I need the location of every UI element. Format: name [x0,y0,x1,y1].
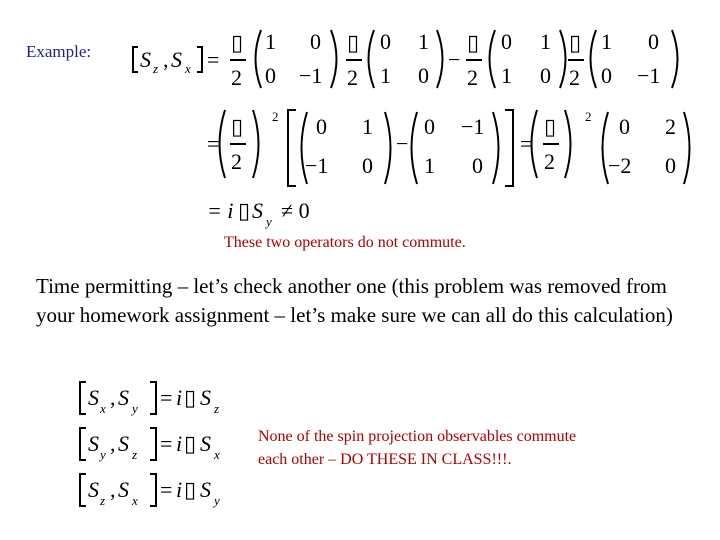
cr3-a-sub: z [100,493,106,508]
commute-note: These two operators do not commute. [224,234,466,251]
l2-hbar-2: ▯ [544,114,557,139]
l1-mb-12: 1 [418,29,429,54]
l2-mf-11: 0 [424,114,435,139]
l1-comma: , [163,47,169,72]
l1-mb-11: 0 [380,29,391,54]
l2-den-1: 2 [231,149,242,174]
l2-mg-12: 2 [665,114,676,139]
l1-hbar-3: ▯ [467,30,480,55]
l3-operator: S [252,198,263,223]
l1-ma-22: −1 [299,63,323,88]
cr2-a: S [88,431,99,456]
l1-equals: = [207,47,220,72]
l2-mg-11: 0 [619,114,630,139]
side-note: None of the spin projection observables commute each other – DO THESE IN CLASS!!!. [258,428,577,468]
cr1-equals: = [160,385,173,410]
l2-me-21: −1 [305,153,329,178]
l1-comm-b: S [171,47,182,72]
cr1-b: S [118,385,129,410]
l2-minus: − [396,131,409,156]
l1-comm-b-sub: x [185,61,191,76]
cr3-comma: , [110,477,116,502]
cr3-rhs: S [200,477,211,502]
l1-den-3: 2 [467,65,478,90]
cr1-i: i [176,385,183,410]
l1-minus: − [448,47,461,72]
cr3-b-sub: x [132,493,138,508]
l1-md-21: 0 [601,63,612,88]
l2-me-22: 0 [362,153,373,178]
l2-equals-2: = [520,131,533,156]
l3-subscript: y [266,214,272,229]
l2-power-1: 2 [272,109,279,124]
cr3-a: S [88,477,99,502]
cr1-b-sub: y [132,401,138,416]
l1-mc-11: 0 [501,29,512,54]
l1-den-4: 2 [569,65,580,90]
l2-mg-22: 0 [665,153,676,178]
l2-me-12: 1 [362,114,373,139]
l3-relation: ≠ 0 [281,198,310,223]
cr3-i: i [176,477,183,502]
cr2-rhs-sub: x [214,447,220,462]
l2-power-2: 2 [585,109,592,124]
body-text: Time permitting – let’s check another one (this problem was removed from your homework assignment – let’s make sure we can all do this calculation) [36,274,673,327]
l2-me-11: 0 [316,114,327,139]
cr3-b: S [118,477,129,502]
l1-md-12: 0 [648,29,659,54]
l2-mf-22: 0 [472,153,483,178]
l2-equals-1: = [207,131,220,156]
cr2-b-sub: z [132,447,138,462]
l2-hbar-1: ▯ [231,114,244,139]
l1-hbar-4: ▯ [569,30,582,55]
cr3-hbar: ▯ [184,477,197,502]
l2-mf-21: 1 [424,153,435,178]
cr3-equals: = [160,477,173,502]
l1-mb-21: 1 [380,63,391,88]
l1-ma-12: 0 [310,29,321,54]
l3-hbar: ▯ [238,198,251,223]
l1-md-11: 1 [601,29,612,54]
l1-mc-21: 1 [501,63,512,88]
cr1-a: S [88,385,99,410]
cr2-a-sub: y [100,447,106,462]
l1-comm-a-sub: z [153,61,159,76]
l1-mc-12: 1 [540,29,551,54]
l2-mg-21: −2 [608,153,632,178]
l2-mf-12: −1 [461,114,485,139]
cr3-rhs-sub: y [214,493,220,508]
example-label: Example: [26,42,92,61]
cr2-comma: , [110,431,116,456]
cr1-a-sub: x [100,401,106,416]
cr2-i: i [176,431,183,456]
cr1-comma: , [110,385,116,410]
l1-comm-a: S [140,47,151,72]
cr1-rhs-sub: z [214,401,220,416]
l1-mc-22: 0 [540,63,551,88]
cr2-equals: = [160,431,173,456]
l1-den-2: 2 [347,65,358,90]
l1-ma-21: 0 [265,63,276,88]
l1-ma-11: 1 [265,29,276,54]
cr2-rhs: S [200,431,211,456]
l1-hbar-2: ▯ [347,30,360,55]
cr1-rhs: S [200,385,211,410]
l1-mb-22: 0 [418,63,429,88]
l1-hbar-1: ▯ [231,30,244,55]
cr2-hbar: ▯ [184,431,197,456]
l3-lhs: = i [207,198,234,223]
cr1-hbar: ▯ [184,385,197,410]
l2-den-2: 2 [544,149,555,174]
cr2-b: S [118,431,129,456]
l1-md-22: −1 [637,63,661,88]
l1-den-1: 2 [231,65,242,90]
